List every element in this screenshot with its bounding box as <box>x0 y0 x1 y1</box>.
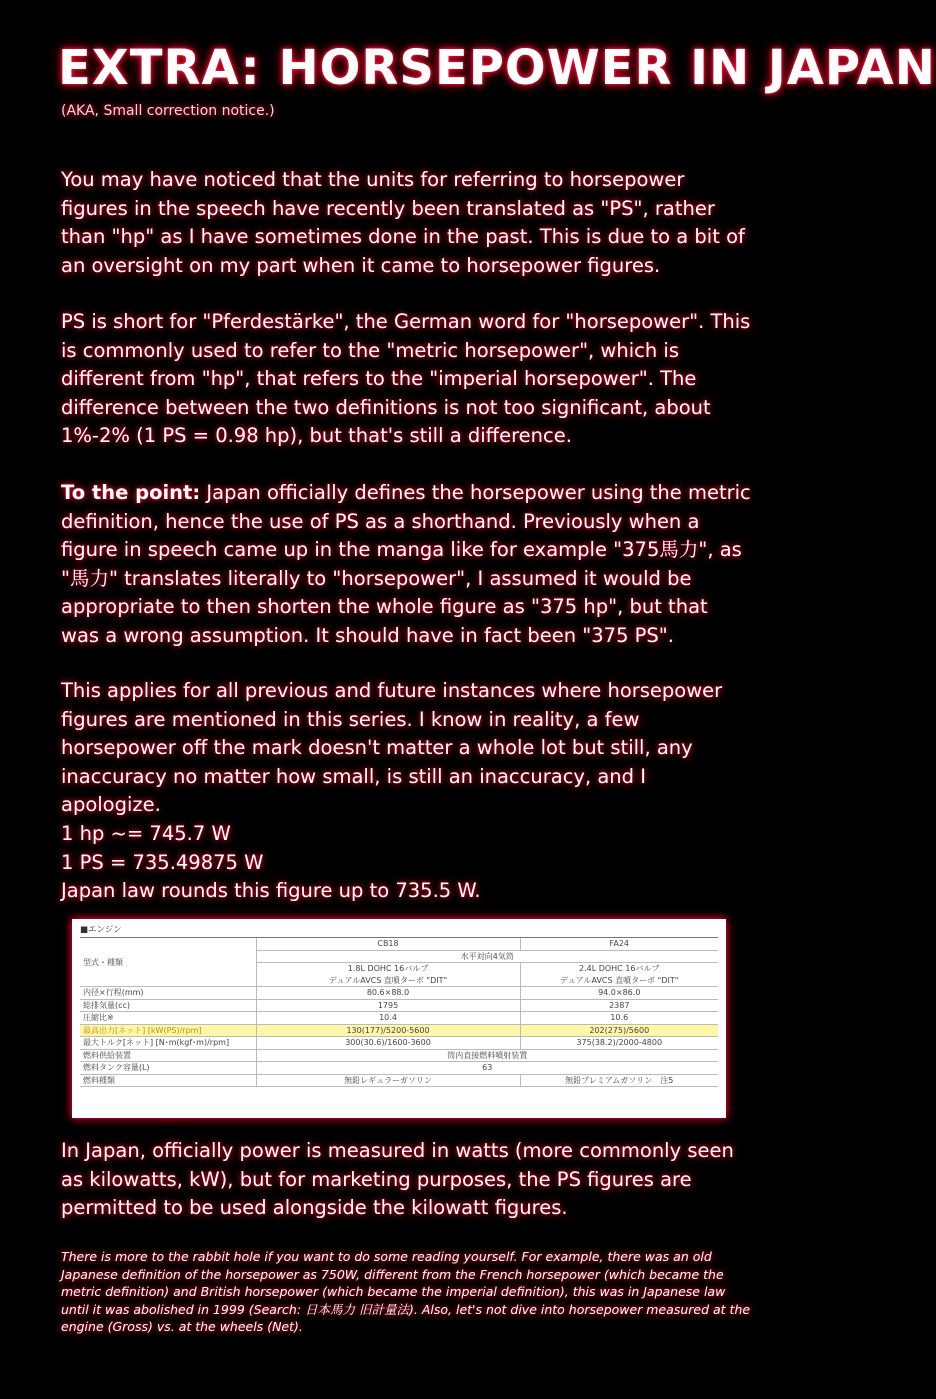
spec-label: 燃料供給装置 <box>80 1049 256 1062</box>
spec-header-fa24: FA24 <box>520 938 718 951</box>
spec-label: 燃料種類 <box>80 1074 256 1087</box>
spec-cell: 無鉛レギュラーガソリン <box>256 1074 520 1087</box>
spec-table <box>80 937 718 1087</box>
spec-cell: 筒内直接燃料噴射装置 <box>256 1049 718 1062</box>
conversion-figures <box>61 820 751 906</box>
spec-label: 総排気量(cc) <box>80 999 256 1012</box>
table-row <box>80 1074 718 1087</box>
spec-cell: 水平対向4気筒 <box>256 950 718 963</box>
engine-spec-table-image <box>72 919 726 1118</box>
japan-law-line: Japan law rounds this figure up to 735.5 W. <box>61 879 481 902</box>
spec-cell: 94.0×86.0 <box>520 987 718 1000</box>
paragraph-to-the-point <box>61 479 751 650</box>
spec-caption: ■エンジン <box>80 925 122 935</box>
paragraph-kilowatts: In Japan, officially power is measured in watts (more commonly seen as kilowatts, kW), but for marketing purposes, the PS figures are permitted to be used alongside the kilowatt figures. <box>61 1139 734 1219</box>
to-the-point-label: To the point: <box>61 481 201 504</box>
spec-cell: 1.8L DOHC 16バルブ <box>256 963 520 975</box>
spec-cell: 375(38.2)/2000-4800 <box>520 1037 718 1050</box>
page-subtitle: (AKA, Small correction notice.) <box>61 103 275 119</box>
spec-cell: 無鉛プレミアムガソリン 注5 <box>520 1074 718 1087</box>
table-row <box>80 938 718 951</box>
spec-label: 内径×行程(mm) <box>80 987 256 1000</box>
spec-cell: 2.4L DOHC 16バルブ <box>520 963 718 975</box>
spec-cell: 130(177)/5200-5600 <box>256 1024 520 1037</box>
spec-cell: 300(30.6)/1600-3600 <box>256 1037 520 1050</box>
table-row <box>80 1037 718 1050</box>
spec-cell: 10.6 <box>520 1012 718 1025</box>
to-the-point-text: Japan officially defines the horsepower using the metric definition, hence the use of PS as a shorthand. Previously when a figure in speech came up in the manga like for example "375馬力", as "馬力" translates literally to "horsepower", I assumed it would be appropriate to then shorten the whole figure as "375 hp", but that was a wrong assumption. It should have in fact been "375 PS". <box>61 481 751 647</box>
spec-cell: デュアルAVCS 直噴ターボ "DIT" <box>256 975 520 987</box>
paragraph-intro: You may have noticed that the units for referring to horsepower figures in the speech have recently been translated as "PS", rather than "hp" as I have sometimes done in the past. This is due to a bit of an oversight on my part when it came to horsepower figures. <box>61 168 745 277</box>
hp-watts-line: 1 hp ~= 745.7 W <box>61 822 231 845</box>
highlighted-power-row <box>80 1024 718 1037</box>
spec-label: 型式・種類 <box>80 938 256 987</box>
spec-label: 燃料タンク容量(L) <box>80 1062 256 1075</box>
ps-watts-line: 1 PS = 735.49875 W <box>61 850 264 874</box>
table-row <box>80 1062 718 1075</box>
footnote: There is more to the rabbit hole if you want to do some reading yourself. For example, there was an old Japanese definition of the horsepower as 750W, different from the French horsepower (which became the metric definition) and British horsepower (which became the imperial definition), this was in Japanese law until it was abolished in 1999 (Search: 日本馬力 旧計量法). Also, let's not dive into horsepower measured at the engine (Gross) vs. at the wheels (Net). <box>61 1249 751 1335</box>
table-row <box>80 987 718 1000</box>
spec-label: 最高出力[ネット] [kW(PS)/rpm] <box>80 1024 256 1037</box>
table-row <box>80 1012 718 1025</box>
spec-cell: 10.4 <box>256 1012 520 1025</box>
spec-cell: デュアルAVCS 直噴ターボ "DIT" <box>520 975 718 987</box>
spec-cell: 2387 <box>520 999 718 1012</box>
table-row <box>80 1049 718 1062</box>
spec-header-cb18: CB18 <box>256 938 520 951</box>
spec-cell: 202(275)/5600 <box>520 1024 718 1037</box>
spec-cell: 63 <box>256 1062 718 1075</box>
spec-label: 圧縮比※ <box>80 1012 256 1025</box>
paragraph-ps-definition: PS is short for "Pferdestärke", the German word for "horsepower". This is commonly used to refer to the "metric horsepower", which is different from "hp", that refers to the "imperial horsepower". The difference between the two definitions is not too significant, about 1%-2% (1 PS = 0.98 hp), but that's still a difference. <box>61 310 751 447</box>
paragraph-apology: This applies for all previous and future instances where horsepower figures are mentioned in this series. I know in reality, a few horsepower off the mark doesn't matter a whole lot but still, any inaccuracy no matter how small, is still an inaccuracy, and I apologize. <box>61 679 723 816</box>
spec-label: 最大トルク[ネット] [N･m(kgf･m)/rpm] <box>80 1037 256 1050</box>
spec-cell: 80.6×88.0 <box>256 987 520 1000</box>
spec-cell: 1795 <box>256 999 520 1012</box>
page-title: EXTRA: HORSEPOWER IN JAPAN <box>58 40 936 96</box>
table-row <box>80 999 718 1012</box>
